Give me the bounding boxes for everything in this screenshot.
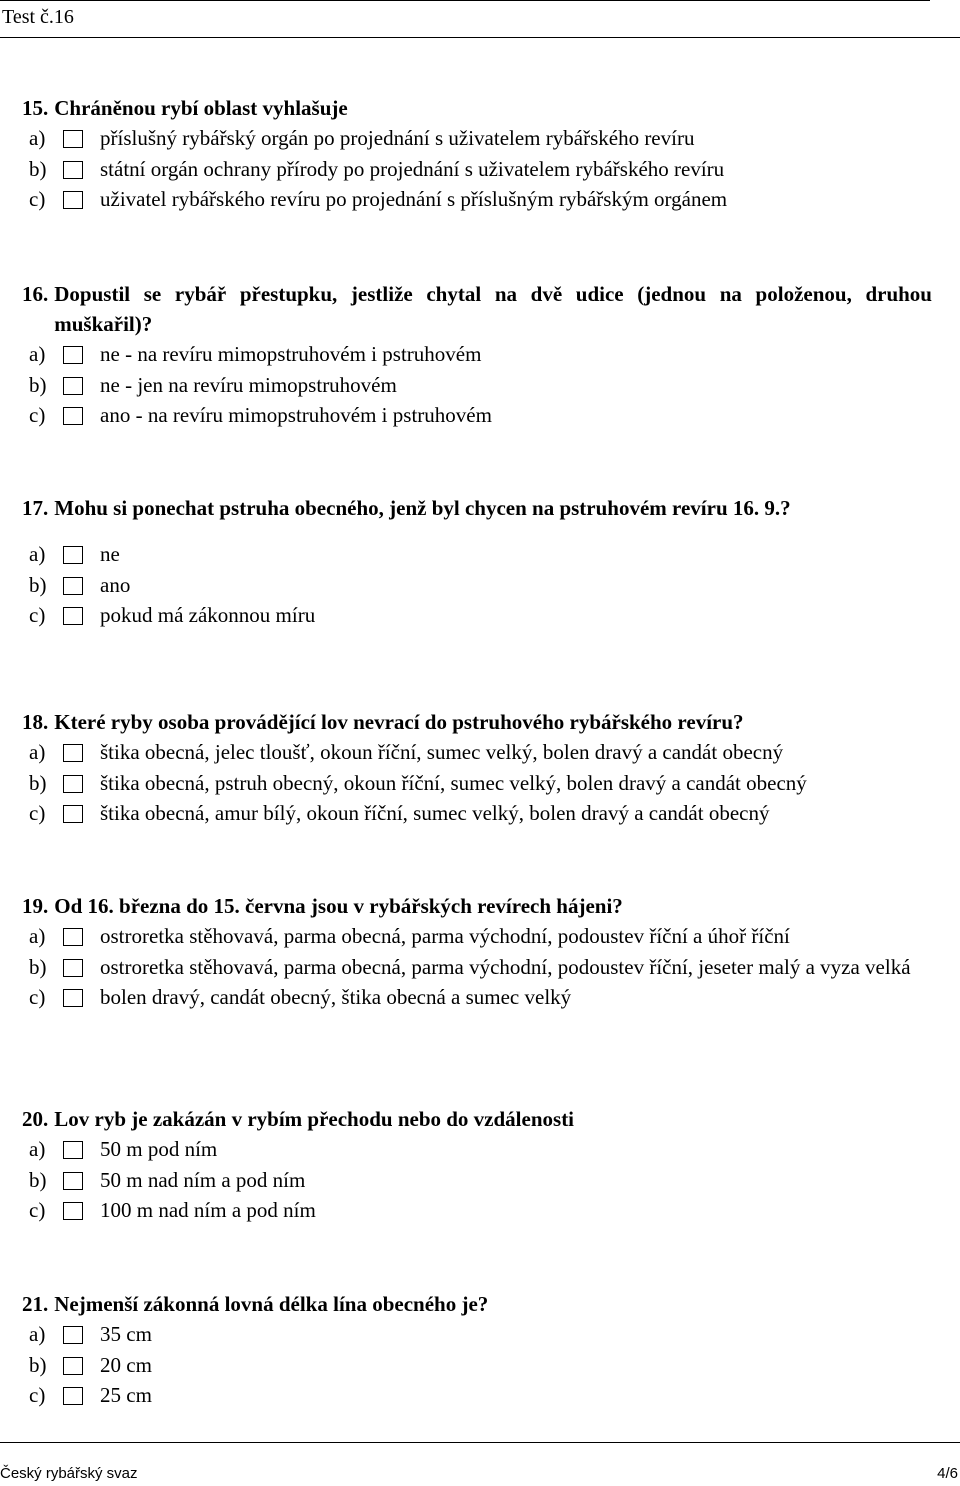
question-18 [22, 707, 932, 829]
question-number: 17. [22, 496, 49, 520]
answer-text: příslušný rybářský orgán po projednání s uživatelem rybářského revíru [100, 126, 695, 150]
question-text: Které ryby osoba provádějící lov nevrací do pstruhového rybářského revíru? [54, 710, 744, 734]
answer-option[interactable] [29, 768, 932, 799]
question-text: Chráněnou rybí oblast vyhlašuje [54, 96, 348, 120]
answer-letter: c) [29, 801, 46, 825]
answer-letter: c) [29, 1383, 46, 1407]
answer-text: ne - jen na revíru mimopstruhovém [100, 372, 397, 397]
answer-text: pokud má zákonnou míru [100, 603, 316, 627]
answer-letter: c) [29, 403, 46, 427]
answer-checkbox[interactable] [63, 1172, 83, 1190]
answer-checkbox[interactable] [63, 577, 83, 595]
answer-text: ano [100, 572, 131, 597]
answer-option[interactable] [29, 737, 932, 768]
answer-text: ano - na revíru mimopstruhovém i pstruhovém [100, 403, 492, 427]
question-text: Dopustil se rybář přestupku, jestliže chytal na dvě udice (jednou na položenou, druhou muškařil)? [54, 282, 932, 336]
answer-option[interactable] [29, 798, 932, 829]
answer-checkbox[interactable] [63, 1141, 83, 1159]
answer-letter: c) [29, 1198, 46, 1222]
question-15 [22, 93, 932, 215]
answer-letter: a) [29, 542, 46, 566]
question-title [22, 493, 932, 523]
answer-letter: b) [29, 954, 47, 979]
question-text: Lov ryb je zakázán v rybím přechodu nebo do vzdálenosti [54, 1107, 575, 1131]
answer-checkbox[interactable] [63, 744, 83, 762]
answer-option[interactable] [29, 570, 932, 601]
answer-checkbox[interactable] [63, 1387, 83, 1405]
answer-text: ne - na revíru mimopstruhovém i pstruhovém [100, 342, 482, 366]
answer-text: 100 m nad ním a pod ním [100, 1198, 316, 1222]
answer-option[interactable] [29, 154, 932, 185]
question-title [22, 1289, 932, 1319]
question-number: 19. [22, 894, 49, 918]
question-17 [22, 493, 932, 631]
question-number: 21. [22, 1292, 49, 1316]
answer-option[interactable] [29, 952, 932, 983]
answer-checkbox[interactable] [63, 607, 83, 625]
question-number: 15. [22, 96, 49, 120]
answer-checkbox[interactable] [63, 1326, 83, 1344]
answer-option[interactable] [29, 339, 932, 370]
answer-text: štika obecná, amur bílý, okoun říční, sumec velký, bolen dravý a candát obecný [100, 801, 770, 825]
organization-name: Český rybářský svaz [0, 1465, 138, 1482]
question-text: Nejmenší zákonná lovná délka lína obecného je? [54, 1292, 489, 1316]
question-number: 20. [22, 1107, 49, 1131]
question-title [22, 279, 932, 339]
answer-text: ostroretka stěhovavá, parma obecná, parma východní, podoustev říční, jeseter malý a vyza velká [100, 954, 911, 979]
answer-option[interactable] [29, 600, 932, 631]
answer-checkbox[interactable] [63, 1202, 83, 1220]
answer-option[interactable] [29, 982, 932, 1013]
answer-checkbox[interactable] [63, 959, 83, 977]
question-number: 18. [22, 710, 49, 734]
question-number: 16. [22, 282, 49, 306]
answer-text: státní orgán ochrany přírody po projednání s uživatelem rybářského revíru [100, 156, 725, 181]
answer-letter: c) [29, 985, 46, 1009]
answer-option[interactable] [29, 1134, 932, 1165]
answer-letter: a) [29, 740, 46, 764]
answer-checkbox[interactable] [63, 775, 83, 793]
answer-checkbox[interactable] [63, 928, 83, 946]
answer-letter: c) [29, 187, 46, 211]
answer-option[interactable] [29, 1165, 932, 1196]
answer-option[interactable] [29, 539, 932, 570]
question-title [22, 93, 932, 123]
page-header [0, 0, 960, 38]
question-title [22, 707, 932, 737]
header-top-rule [0, 0, 930, 1]
answer-text: uživatel rybářského revíru po projednání s příslušným rybářským orgánem [100, 187, 728, 211]
answer-option[interactable] [29, 400, 932, 431]
answer-option[interactable] [29, 1350, 932, 1381]
answer-checkbox[interactable] [63, 1357, 83, 1375]
answer-letter: a) [29, 924, 46, 948]
answer-checkbox[interactable] [63, 377, 83, 395]
answer-letter: c) [29, 603, 46, 627]
answer-option[interactable] [29, 123, 932, 154]
answer-text: 20 cm [100, 1352, 152, 1377]
answer-text: 50 m nad ním a pod ním [100, 1167, 306, 1192]
question-title [22, 891, 932, 921]
answer-checkbox[interactable] [63, 191, 83, 209]
answer-letter: b) [29, 372, 47, 397]
answer-text: ostroretka stěhovavá, parma obecná, parma východní, podoustev říční a úhoř říční [100, 924, 790, 948]
answer-letter: a) [29, 1137, 46, 1161]
answer-text: 50 m pod ním [100, 1137, 218, 1161]
page-number: 4/6 [937, 1465, 958, 1482]
answer-letter: a) [29, 1322, 46, 1346]
answer-text: 35 cm [100, 1322, 152, 1346]
answer-text: bolen dravý, candát obecný, štika obecná a sumec velký [100, 985, 572, 1009]
question-title [22, 1104, 932, 1134]
answer-text: štika obecná, pstruh obecný, okoun říční, sumec velký, bolen dravý a candát obecný [100, 770, 807, 795]
question-19 [22, 891, 932, 1013]
question-20 [22, 1104, 932, 1226]
answer-letter: b) [29, 1167, 47, 1192]
answer-text: štika obecná, jelec tloušť, okoun říční, sumec velký, bolen dravý a candát obecný [100, 740, 784, 764]
test-title: Test č.16 [2, 6, 74, 28]
answer-letter: b) [29, 156, 47, 181]
answer-checkbox[interactable] [63, 130, 83, 148]
question-16 [22, 279, 932, 431]
answer-letter: a) [29, 126, 46, 150]
answer-option[interactable] [29, 1380, 932, 1411]
answer-checkbox[interactable] [63, 346, 83, 364]
answer-letter: a) [29, 342, 46, 366]
question-21 [22, 1289, 932, 1411]
answer-option[interactable] [29, 921, 932, 952]
answer-checkbox[interactable] [63, 161, 83, 179]
answer-checkbox[interactable] [63, 805, 83, 823]
answer-text: 25 cm [100, 1383, 152, 1407]
answer-letter: b) [29, 572, 47, 597]
answer-checkbox[interactable] [63, 989, 83, 1007]
answer-checkbox[interactable] [63, 546, 83, 564]
answer-letter: b) [29, 1352, 47, 1377]
answer-option[interactable] [29, 1195, 932, 1226]
page-footer [0, 1442, 960, 1486]
answer-option[interactable] [29, 184, 932, 215]
answer-checkbox[interactable] [63, 407, 83, 425]
question-text: Od 16. března do 15. června jsou v rybářských revírech hájeni? [54, 894, 623, 918]
question-text: Mohu si ponechat pstruha obecného, jenž byl chycen na pstruhovém revíru 16. 9.? [54, 496, 791, 520]
answer-option[interactable] [29, 370, 932, 401]
answer-text: ne [100, 542, 120, 566]
answer-letter: b) [29, 770, 47, 795]
answer-option[interactable] [29, 1319, 932, 1350]
spacer [22, 523, 932, 539]
